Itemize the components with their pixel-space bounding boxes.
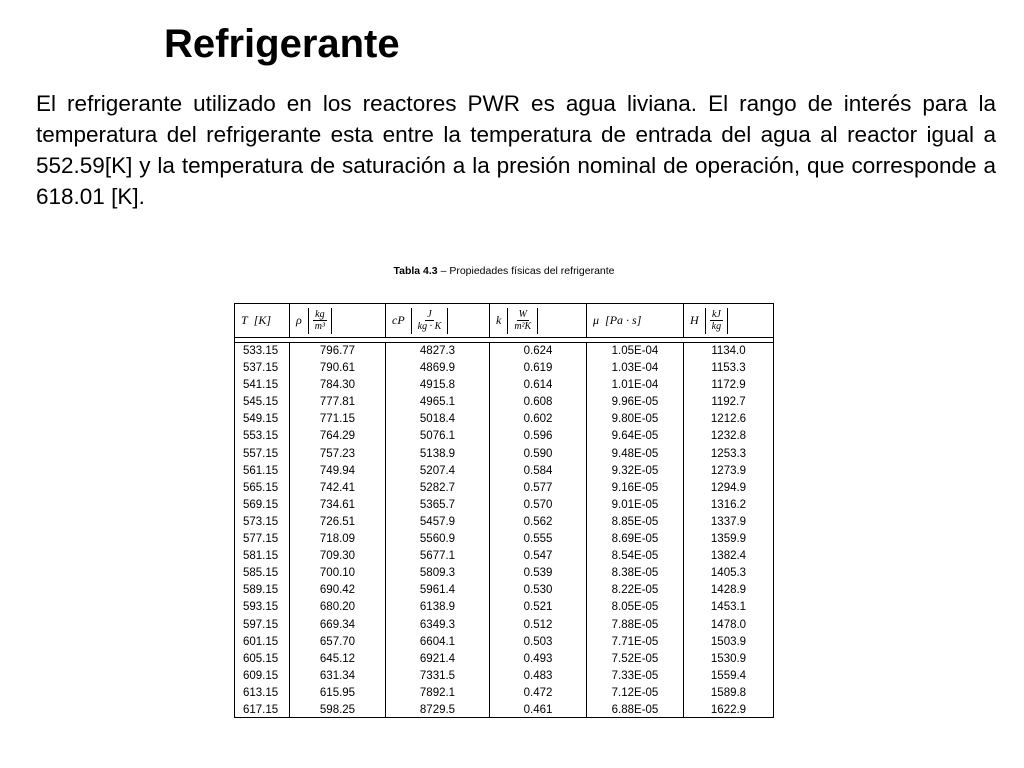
table-cell: 1232.8 — [710, 430, 747, 443]
table-cell: 777.81 — [319, 396, 356, 409]
table-cell: 598.25 — [319, 703, 356, 716]
unit-numerator: J — [427, 309, 432, 320]
table-cell: 5365.7 — [419, 498, 456, 511]
table-cell: 8.38E-05 — [611, 567, 659, 580]
table-cell: 605.15 — [243, 652, 279, 665]
table-cell: 7892.1 — [419, 686, 456, 699]
header-unit-box — [705, 308, 728, 334]
table-cell: 0.512 — [523, 618, 553, 631]
header-temperature — [235, 304, 290, 337]
table-cell: 557.15 — [243, 447, 279, 460]
col-specific-heat — [386, 343, 490, 718]
unit-fraction — [710, 309, 723, 332]
table-cell: 9.16E-05 — [611, 481, 659, 494]
table-cell: 601.15 — [243, 635, 279, 648]
table-cell: 790.61 — [319, 362, 356, 375]
table-cell: 4915.8 — [419, 379, 456, 392]
unit-fraction — [416, 309, 444, 332]
table-cell: 615.95 — [319, 686, 356, 699]
table-cell: 1134.0 — [711, 345, 746, 357]
table-cell: 5457.9 — [419, 515, 456, 528]
header-symbol: T — [241, 313, 248, 327]
table-cell: 569.15 — [243, 498, 279, 511]
table-cell: 613.15 — [243, 686, 279, 699]
table-cell: 0.521 — [523, 601, 553, 614]
table-cell: 4869.9 — [419, 362, 456, 375]
table-cell: 589.15 — [243, 584, 279, 597]
table-cell: 7.12E-05 — [611, 686, 659, 699]
table-caption-text: – Propiedades físicas del refrigerante — [437, 265, 615, 277]
table-cell: 1294.9 — [710, 481, 747, 494]
table-cell: 9.64E-05 — [611, 430, 659, 443]
table-cell: 6138.9 — [419, 601, 456, 614]
table-cell: 8.22E-05 — [611, 584, 659, 597]
header-viscosity — [587, 304, 684, 337]
unit-fraction — [512, 309, 533, 332]
table-cell: 0.608 — [523, 396, 553, 409]
unit-numerator: W — [518, 309, 527, 320]
table-cell: 5138.9 — [419, 447, 456, 460]
table-cell: 1503.9 — [710, 635, 747, 648]
table-header-row — [235, 304, 773, 338]
table-cell: 1622.9 — [710, 703, 747, 716]
table-cell: 0.530 — [523, 584, 553, 597]
table-cell: 0.555 — [523, 533, 553, 546]
table-cell: 657.70 — [319, 635, 356, 648]
table-cell: 585.15 — [243, 567, 279, 580]
header-unit-box — [411, 308, 449, 334]
table-cell: 537.15 — [243, 362, 279, 375]
table-cell: 764.29 — [319, 430, 356, 443]
table-cell: 8.69E-05 — [611, 533, 659, 546]
table-cell: 1428.9 — [710, 584, 747, 597]
properties-table — [234, 303, 774, 718]
table-cell: 533.15 — [243, 345, 279, 357]
table-cell: 669.34 — [319, 618, 356, 631]
table-cell: 9.96E-05 — [611, 396, 659, 409]
table-cell: 0.493 — [523, 652, 553, 665]
table-body — [235, 342, 773, 718]
unit-numerator: kJ — [711, 309, 721, 320]
table-cell: 553.15 — [243, 430, 279, 443]
table-cell: 1212.6 — [710, 413, 747, 426]
table-cell: 8.05E-05 — [611, 601, 659, 614]
table-cell: 0.602 — [523, 413, 553, 426]
table-cell: 796.77 — [319, 345, 356, 357]
table-cell: 6604.1 — [419, 635, 456, 648]
table-cell: 631.34 — [319, 669, 356, 682]
table-cell: 1172.9 — [711, 379, 746, 392]
table-cell: 5018.4 — [419, 413, 456, 426]
table-cell: 0.584 — [523, 464, 553, 477]
table-cell: 0.483 — [523, 669, 553, 682]
table-cell: 565.15 — [243, 481, 279, 494]
table-cell: 734.61 — [319, 498, 356, 511]
table-cell: 7.52E-05 — [611, 652, 659, 665]
table-cell: 690.42 — [319, 584, 356, 597]
table-cell: 1316.2 — [710, 498, 747, 511]
table-cell: 6921.4 — [419, 652, 456, 665]
table-cell: 749.94 — [319, 464, 356, 477]
table-cell: 6.88E-05 — [611, 703, 659, 716]
table-cell: 609.15 — [243, 669, 279, 682]
table-caption — [234, 264, 774, 278]
unit-fraction — [313, 309, 327, 332]
table-cell: 577.15 — [243, 533, 279, 546]
table-cell: 549.15 — [243, 413, 279, 426]
unit-numerator: kg — [315, 309, 325, 320]
table-cell: 0.562 — [523, 515, 553, 528]
table-cell: 9.48E-05 — [611, 447, 659, 460]
intro-paragraph: El refrigerante utilizado en los reactores PWR es agua liviana. El rango de interés para la temperatura del refrigerante esta entre la temperatura de entrada del agua al reactor igual a 552.59[K] y la temperatura de saturación a la presión nominal de operación, que corresponde a 618.01 [K]. — [36, 91, 996, 209]
table-cell: 545.15 — [243, 396, 279, 409]
table-cell: 4827.3 — [419, 345, 456, 357]
table-cell: 1253.3 — [710, 447, 747, 460]
table-cell: 0.503 — [523, 635, 553, 648]
table-cell: 1405.3 — [710, 567, 747, 580]
table-cell: 771.15 — [319, 413, 356, 426]
table-cell: 1453.1 — [710, 601, 747, 614]
header-symbol: cP — [392, 313, 405, 327]
table-cell: 593.15 — [243, 601, 279, 614]
table-cell: 7.71E-05 — [611, 635, 659, 648]
table-cell: 784.30 — [319, 379, 356, 392]
table-cell: 5961.4 — [419, 584, 456, 597]
header-enthalpy — [684, 304, 773, 337]
table-cell: 0.539 — [523, 567, 553, 580]
col-density — [290, 343, 386, 718]
table-cell: 541.15 — [243, 379, 279, 392]
table-cell: 1589.8 — [710, 686, 747, 699]
table-cell: 4965.1 — [419, 396, 456, 409]
unit-denominator: kg — [711, 321, 722, 332]
table-cell: 9.80E-05 — [611, 413, 659, 426]
table-cell: 0.472 — [523, 686, 553, 699]
table-cell: 1.03E-04 — [611, 362, 659, 375]
header-unit-box — [308, 308, 332, 334]
table-cell: 726.51 — [319, 515, 356, 528]
table-cell: 8.54E-05 — [611, 550, 659, 563]
header-symbol: k — [496, 313, 502, 327]
table-cell: 581.15 — [243, 550, 279, 563]
table-cell: 1478.0 — [710, 618, 747, 631]
table-cell: 1337.9 — [710, 515, 747, 528]
table-cell: 0.590 — [523, 447, 553, 460]
table-cell: 5207.4 — [419, 464, 456, 477]
table-cell: 0.577 — [523, 481, 553, 494]
table-cell: 617.15 — [243, 703, 279, 716]
table-cell: 7.88E-05 — [611, 618, 659, 631]
table-cell: 5076.1 — [419, 430, 456, 443]
table-cell: 1359.9 — [710, 533, 747, 546]
table-cell: 0.596 — [523, 430, 553, 443]
header-symbol: ρ — [296, 313, 302, 327]
header-density — [290, 304, 386, 337]
col-conductivity — [490, 343, 587, 718]
table-cell: 1559.4 — [710, 669, 747, 682]
table-cell: 5282.7 — [419, 481, 456, 494]
table-cell: 5677.1 — [419, 550, 456, 563]
table-cell: 9.01E-05 — [611, 498, 659, 511]
table-cell: 561.15 — [243, 464, 279, 477]
table-cell: 0.461 — [523, 703, 553, 716]
header-symbol: μ — [593, 313, 600, 327]
table-cell: 742.41 — [319, 481, 356, 494]
table-cell: 9.32E-05 — [611, 464, 659, 477]
table-cell: 0.624 — [523, 345, 553, 357]
table-cell: 597.15 — [243, 618, 279, 631]
table-cell: 0.614 — [523, 379, 553, 392]
table-cell: 8.85E-05 — [611, 515, 659, 528]
table-cell: 1530.9 — [710, 652, 747, 665]
header-unit: [K] — [253, 313, 272, 327]
table-cell: 0.570 — [523, 498, 553, 511]
table-caption-number: Tabla 4.3 — [393, 265, 438, 277]
unit-denominator: kg · K — [417, 321, 442, 332]
col-viscosity — [587, 343, 684, 718]
col-temperature — [235, 343, 290, 718]
table-cell: 7.33E-05 — [611, 669, 659, 682]
header-specific-heat — [386, 304, 490, 337]
table-cell: 645.12 — [319, 652, 356, 665]
header-unit-box — [507, 308, 538, 334]
table-cell: 680.20 — [319, 601, 356, 614]
header-symbol: H — [690, 313, 699, 327]
slide-title: Refrigerante — [164, 22, 400, 66]
table-cell: 0.547 — [523, 550, 553, 563]
table-cell: 1192.7 — [711, 396, 746, 409]
table-cell: 1.05E-04 — [611, 345, 659, 357]
table-cell: 757.23 — [319, 447, 356, 460]
table-cell: 5560.9 — [419, 533, 456, 546]
table-cell: 1.01E-04 — [611, 379, 659, 392]
table-cell: 6349.3 — [419, 618, 456, 631]
unit-denominator: m²K — [514, 321, 532, 332]
table-cell: 1273.9 — [710, 464, 747, 477]
unit-denominator: m³ — [314, 321, 325, 332]
col-enthalpy — [684, 343, 773, 718]
table-cell: 8729.5 — [419, 703, 456, 716]
header-unit: [Pa · s] — [605, 313, 642, 327]
table-cell: 718.09 — [319, 533, 356, 546]
table-cell: 7331.5 — [419, 669, 456, 682]
table-cell: 5809.3 — [419, 567, 456, 580]
table-cell: 709.30 — [319, 550, 356, 563]
table-cell: 1382.4 — [710, 550, 747, 563]
table-cell: 573.15 — [243, 515, 279, 528]
table-cell: 0.619 — [523, 362, 553, 375]
table-cell: 700.10 — [319, 567, 356, 580]
table-cell: 1153.3 — [711, 362, 746, 375]
header-conductivity — [490, 304, 587, 337]
